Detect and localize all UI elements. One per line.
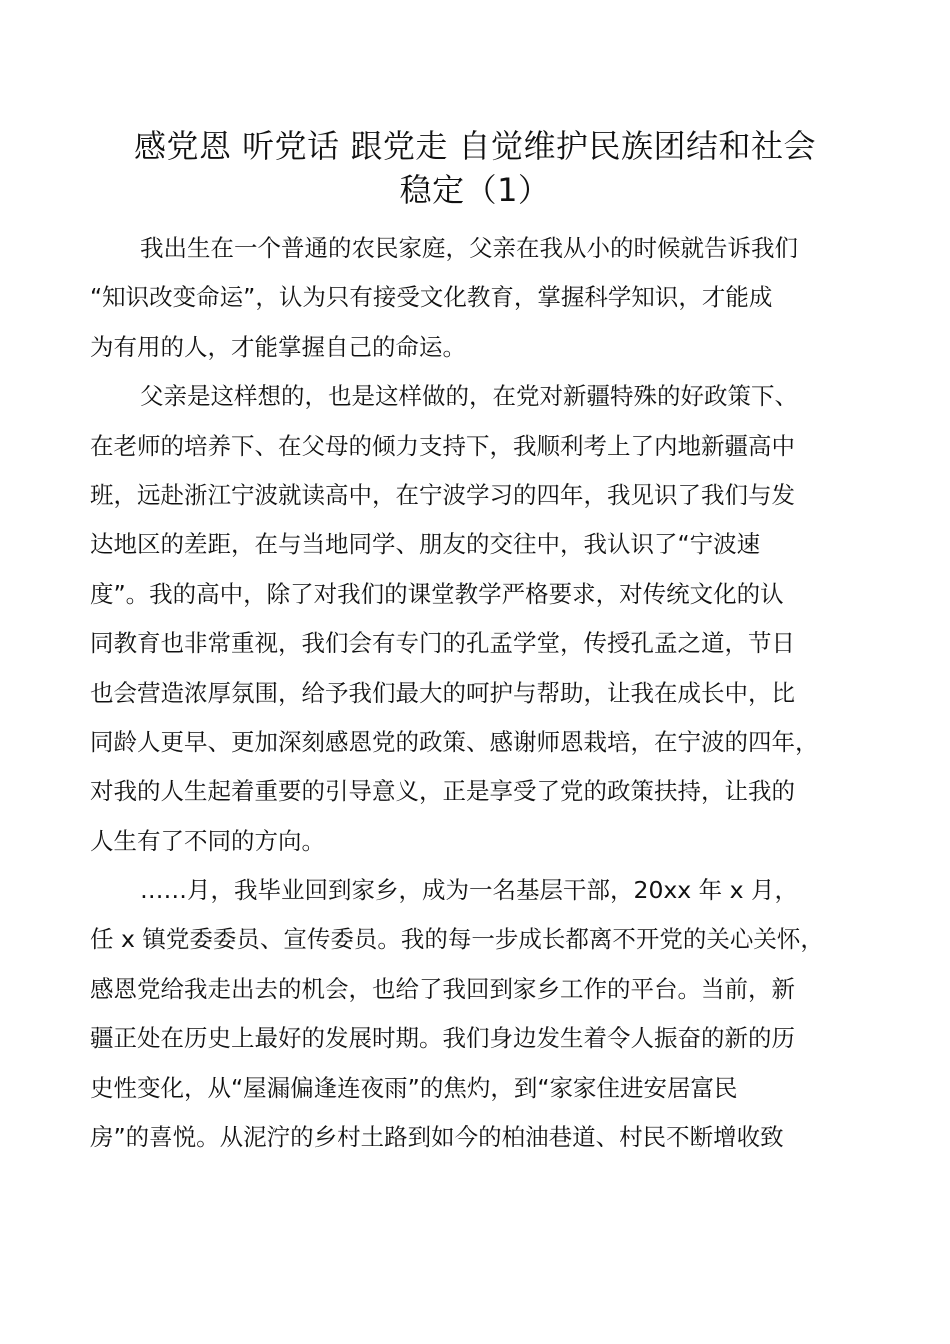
body-line: 疆正处在历史上最好的发展时期。我们身边发生着令人振奋的新的历: [90, 1024, 795, 1053]
body-line: 同教育也非常重视，我们会有专门的孔孟学堂，传授孔孟之道，节日: [90, 629, 795, 658]
body-line: 父亲是这样想的，也是这样做的，在党对新疆特殊的好政策下、: [140, 382, 798, 411]
body-line: 也会营造浓厚氛围，给予我们最大的呵护与帮助，让我在成长中，比: [90, 678, 795, 707]
body-line: 度”。我的高中，除了对我们的课堂教学严格要求，对传统文化的认: [90, 579, 784, 608]
body-line: 我出生在一个普通的农民家庭，父亲在我从小的时候就告诉我们: [140, 234, 798, 262]
body-line: ……月，我毕业回到家乡，成为一名基层干部，20xx 年 x 月，: [140, 876, 799, 905]
body-line: 达地区的差距，在与当地同学、朋友的交往中，我认识了“宁波速: [90, 530, 761, 559]
body-line: 对我的人生起着重要的引导意义，正是享受了党的政策扶持，让我的: [90, 777, 795, 806]
body-line: “知识改变命运”，认为只有接受文化教育，掌握科学知识，才能成: [90, 283, 773, 312]
title-line-2: 稳定（1）: [399, 171, 551, 209]
body-line: 人生有了不同的方向。: [90, 826, 325, 855]
body-line: 同龄人更早、更加深刻感恩党的政策、感谢师恩栽培，在宁波的四年，: [90, 727, 819, 756]
body-line: 为有用的人，才能掌握自己的命运。: [90, 332, 466, 361]
body-line: 感恩党给我走出去的机会，也给了我回到家乡工作的平台。当前，新: [90, 974, 795, 1003]
body-line: 在老师的培养下、在父母的倾力支持下，我顺利考上了内地新疆高中: [90, 431, 795, 460]
body-line: 房”的喜悦。从泥泞的乡村土路到如今的柏油巷道、村民不断增收致: [90, 1123, 784, 1152]
body-line: 史性变化，从“屋漏偏逢连夜雨”的焦灼，到“家家住进安居富民: [90, 1073, 738, 1102]
title-line-1: 感党恩 听党话 跟党走 自觉维护民族团结和社会: [133, 127, 817, 165]
body-line: 任 x 镇党委委员、宣传委员。我的每一步成长都离不开党的关心关怀，: [90, 925, 824, 954]
document-body: [90, 224, 860, 1162]
document-title: [90, 124, 860, 212]
body-line: 班，远赴浙江宁波就读高中，在宁波学习的四年，我见识了我们与发: [90, 480, 795, 509]
